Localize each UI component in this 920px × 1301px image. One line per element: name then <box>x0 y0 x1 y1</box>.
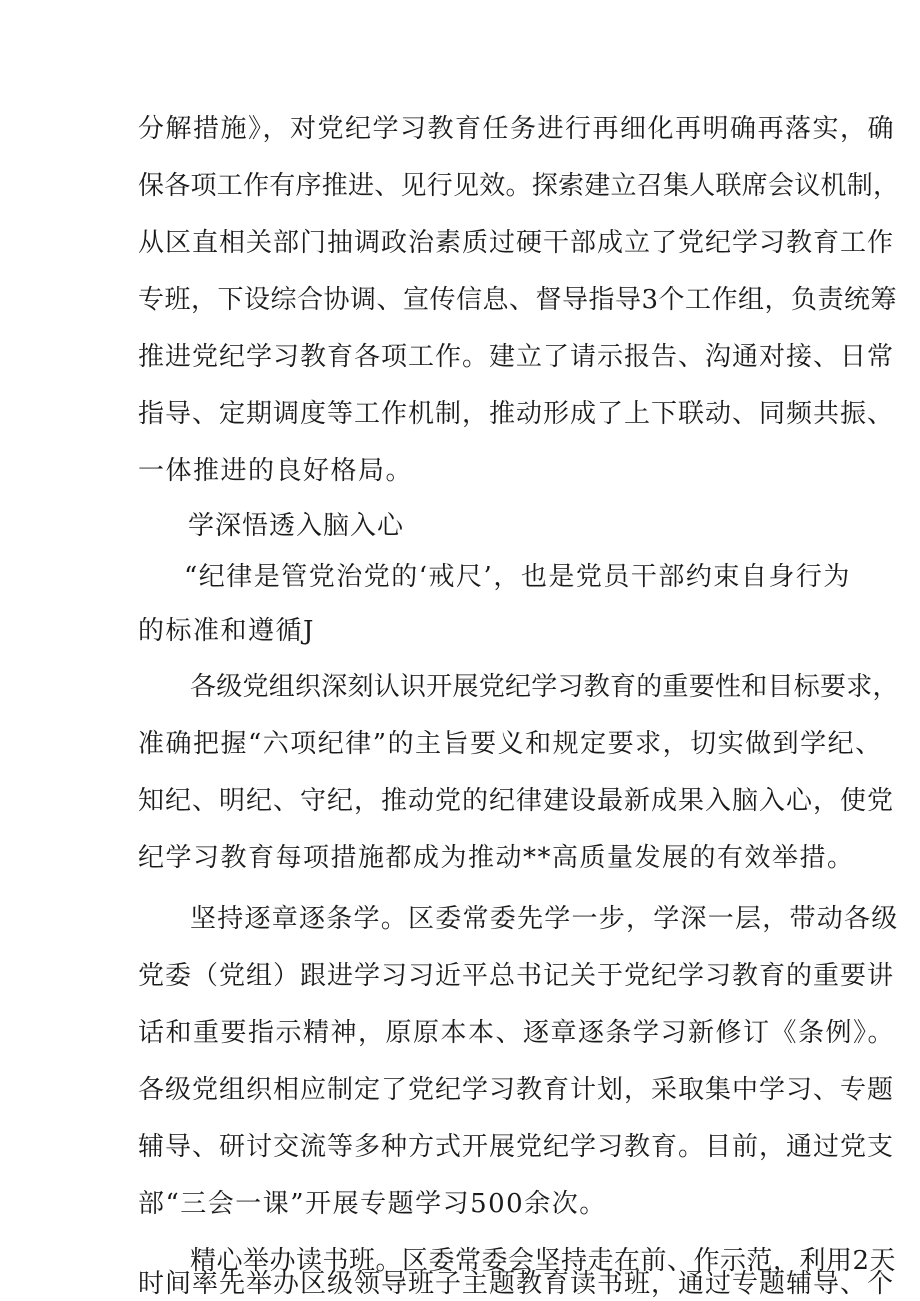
paragraph-line: 分解措施》，对党纪学习教育任务进行再细化再明确再落实，确 <box>138 114 896 144</box>
paragraph-line: 党委（党组）跟进学习习近平总书记关于党纪学习教育的重要讲 <box>138 961 895 991</box>
paragraph-line: 知纪、明纪、守纪，推动党的纪律建设最新成果入脑入心，使党 <box>138 786 895 816</box>
paragraph-line: “纪律是管党治党的‘戒尺’，也是党员干部约束自身行为 <box>184 562 851 592</box>
paragraph-line: 各级党组织相应制定了党纪学习教育计划，采取集中学习、专题 <box>138 1075 895 1105</box>
paragraph-line: 坚持逐章逐条学。区委常委先学一步，学深一层，带动各级 <box>190 904 899 934</box>
paragraph-line: 各级党组织深刻认识开展党纪学习教育的重要性和目标要求， <box>190 672 899 702</box>
paragraph-line: 准确把握“六项纪律”的主旨要义和规定要求，切实做到学纪、 <box>138 729 883 759</box>
paragraph-line: 从区直相关部门抽调政治素质过硬干部成立了党纪学习教育工作 <box>138 228 895 258</box>
paragraph-line: 一体推进的良好格局。 <box>138 456 414 486</box>
paragraph-line: 部“三会一课”开展专题学习500余次。 <box>138 1189 607 1219</box>
paragraph-line: 保各项工作有序推进、见行见效。探索建立召集人联席会议机制， <box>138 171 900 201</box>
paragraph-line: 话和重要指示精神，原原本本、逐章逐条学习新修订《条例》。 <box>138 1018 896 1048</box>
paragraph-line: 辅导、研讨交流等多种方式开展党纪学习教育。目前，通过党支 <box>138 1132 895 1162</box>
paragraph-line: 指导、定期调度等工作机制，推动形成了上下联动、同频共振、 <box>138 399 895 429</box>
paragraph-line: 精心举办读书班。区委常委会坚持走在前、作示范，利用2天 <box>190 1246 897 1276</box>
paragraph-line: 的标准和遵循J <box>138 616 315 646</box>
section-heading: 学深悟透入脑入心 <box>188 511 405 541</box>
paragraph-line: 推进党纪学习教育各项工作。建立了请示报告、沟通对接、日常 <box>138 342 895 372</box>
paragraph-line: 专班，下设综合协调、宣传信息、督导指导3个工作组，负责统筹 <box>138 285 898 315</box>
paragraph-line: 时间率先举办区级领导班子主题教育读书班，通过专题辅导、个 <box>138 1269 895 1299</box>
paragraph-line: 纪学习教育每项措施都成为推动**高质量发展的有效举措。 <box>138 843 855 873</box>
